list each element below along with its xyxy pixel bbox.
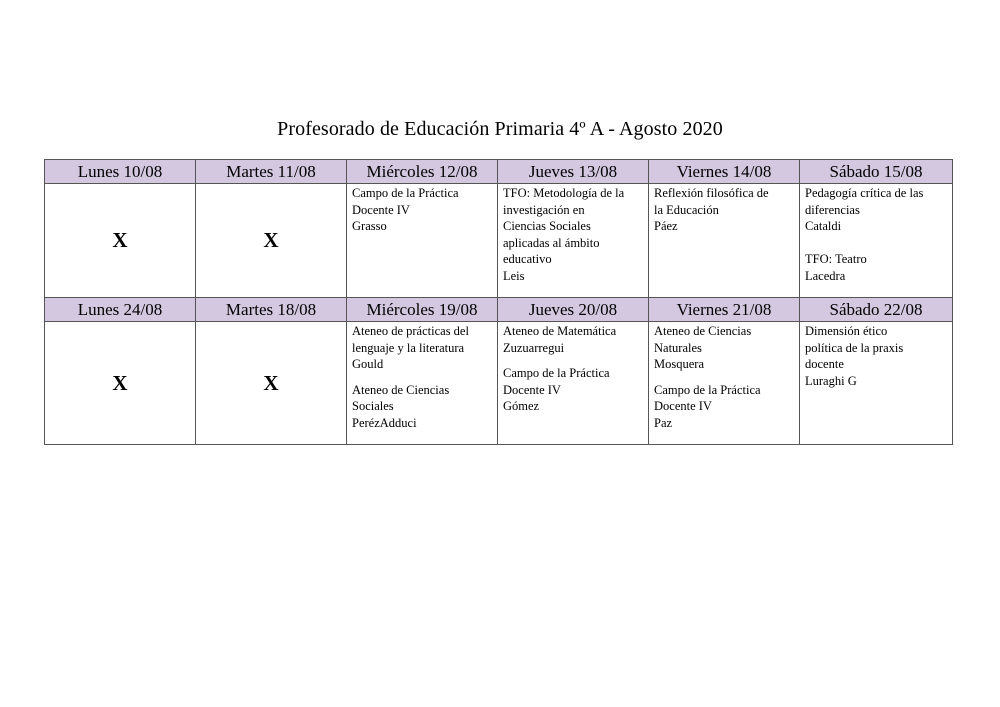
no-class-mark: X xyxy=(45,184,196,298)
class-row xyxy=(45,184,953,298)
class-cell xyxy=(800,184,953,298)
class-text-line: Cataldi xyxy=(805,219,842,233)
day-header: Martes 11/08 xyxy=(196,160,347,184)
class-text-line: aplicadas al ámbito xyxy=(503,235,600,250)
day-header: Miércoles 12/08 xyxy=(347,160,498,184)
day-header: Sábado 22/08 xyxy=(800,298,953,322)
class-text-line: Docente IV xyxy=(503,382,561,397)
class-text-line: Ciencias Sociales xyxy=(503,219,591,233)
class-cell xyxy=(347,322,498,445)
class-text-line: Zuzuarregui xyxy=(503,340,565,355)
class-text-line: Ateneo de prácticas del xyxy=(352,324,469,338)
class-text-line: Ateneo de Ciencias xyxy=(654,324,752,338)
class-cell xyxy=(498,184,649,298)
class-text-line: Luraghi G xyxy=(805,373,857,388)
class-text-line: TFO: Teatro xyxy=(805,252,867,266)
day-header: Sábado 15/08 xyxy=(800,160,953,184)
no-class-mark: X xyxy=(45,322,196,445)
class-text-line: política de la praxis xyxy=(805,340,904,355)
class-row xyxy=(45,322,953,445)
class-text-line: Leis xyxy=(503,268,525,283)
class-text-line: diferencias xyxy=(805,202,860,217)
class-text-line: la Educación xyxy=(654,202,719,217)
day-header-row xyxy=(45,298,953,322)
no-class-mark: X xyxy=(196,184,347,298)
page-title: Profesorado de Educación Primaria 4º A - Agosto 2020 xyxy=(277,118,723,140)
class-text-line: TFO: Metodología de la xyxy=(503,186,625,200)
class-text-line: Campo de la Práctica xyxy=(503,366,610,380)
class-cell xyxy=(649,184,800,298)
class-text-line: Sociales xyxy=(352,399,394,413)
class-text-line: educativo xyxy=(503,252,552,266)
block-spacer xyxy=(654,373,794,382)
day-header: Miércoles 19/08 xyxy=(347,298,498,322)
class-text-line: lenguaje y la literatura xyxy=(352,340,465,355)
class-text-line: Ateneo de Ciencias xyxy=(352,382,450,397)
class-text-line: Campo de la Práctica xyxy=(654,382,761,397)
class-text-line: PerézAdduci xyxy=(352,415,417,430)
day-header: Jueves 13/08 xyxy=(498,160,649,184)
class-text-line: Gómez xyxy=(503,399,540,413)
block-spacer xyxy=(352,373,492,382)
class-text-line: investigación en xyxy=(503,202,585,217)
day-header: Jueves 20/08 xyxy=(498,298,649,322)
day-header: Lunes 10/08 xyxy=(45,160,196,184)
class-text-line: docente xyxy=(805,357,844,371)
class-text-line: Ateneo de Matemática xyxy=(503,324,617,338)
class-cell xyxy=(347,184,498,298)
no-class-mark: X xyxy=(196,322,347,445)
class-cell xyxy=(498,322,649,445)
class-cell xyxy=(649,322,800,445)
class-text-line: Páez xyxy=(654,219,678,233)
class-cell xyxy=(800,322,953,445)
day-header-row xyxy=(45,160,953,184)
class-text-line: Paz xyxy=(654,415,673,430)
class-text-line: Naturales xyxy=(654,340,702,355)
block-spacer xyxy=(805,235,947,252)
block-spacer xyxy=(503,356,643,365)
class-text-line: Docente IV xyxy=(352,202,410,217)
class-text-line: Campo de la Práctica xyxy=(352,186,459,200)
class-text-line: Gould xyxy=(352,357,384,371)
class-text-line: Pedagogía crítica de las xyxy=(805,186,924,200)
class-text-line: Docente IV xyxy=(654,399,712,413)
day-header: Viernes 21/08 xyxy=(649,298,800,322)
day-header: Lunes 24/08 xyxy=(45,298,196,322)
class-text-line: Reflexión filosófica de xyxy=(654,186,769,200)
class-text-line: Lacedra xyxy=(805,268,846,283)
day-header: Martes 18/08 xyxy=(196,298,347,322)
day-header: Viernes 14/08 xyxy=(649,160,800,184)
class-text-line: Dimensión ético xyxy=(805,324,888,338)
class-text-line: Mosquera xyxy=(654,357,704,371)
class-text-line: Grasso xyxy=(352,219,387,233)
schedule-table xyxy=(44,159,953,445)
